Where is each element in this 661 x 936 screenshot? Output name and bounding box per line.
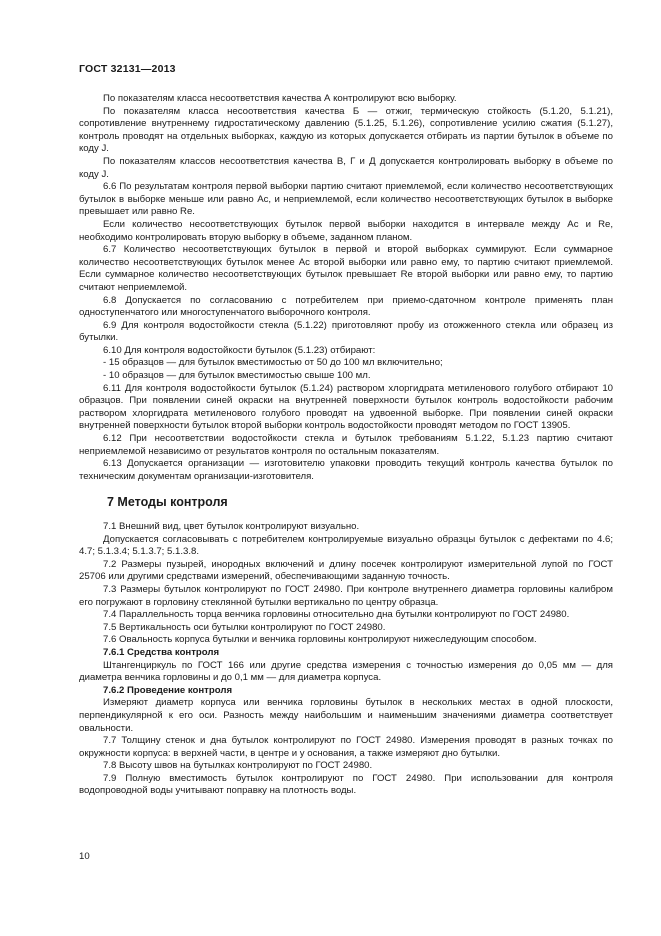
paragraph: 6.9 Для контроля водостойкости стекла (5.1.22) приготовляют пробу из отожженного стекла или образец из бутылки.: [79, 319, 613, 344]
paragraph: 7.4 Параллельность торца венчика горловины относительно дна бутылки контролируют по ГОСТ 24980.: [103, 609, 570, 621]
paragraph: Допускается согласовывать с потребителем контролируемые визуально образцы бутылок с дефектами по 4.6; 4.7; 5.1.3.4; 5.1.3.7; 5.1.3.8.: [79, 533, 613, 558]
paragraph: 7.6 Овальность корпуса бутылки и венчика горловины контролируют нижеследующим способом.: [103, 634, 537, 646]
page-number: 10: [79, 851, 90, 862]
document-header: ГОСТ 32131—2013: [79, 63, 176, 75]
paragraph: 7.8 Высоту швов на бутылках контролируют по ГОСТ 24980.: [103, 760, 373, 772]
paragraph: 7.9 Полную вместимость бутылок контролируют по ГОСТ 24980. При использовании для контроля водопроводной воды учитывают поправку на плотность воды.: [79, 772, 613, 797]
paragraph: 6.10 Для контроля водостойкости бутылок (5.1.23) отбирают:: [103, 344, 376, 356]
paragraph: По показателям класса несоответствия качества Б — отжиг, термическую стойкость (5.1.20, 5.1.21), сопротивление внутреннему гидростатическому давлению (5.1.25, 5.1.26), сопротивление усилию сжатия (5.1.27), контроль проводят на отдельных выборках, каждую из которых допускается отбирать из партии бутылок в объеме по коду J.: [79, 105, 613, 155]
subsection-title: 7.6.1 Средства контроля: [103, 646, 220, 658]
paragraph: 7.1 Внешний вид, цвет бутылок контролируют визуально.: [103, 521, 360, 532]
paragraph: Если количество несоответствующих бутылок первой выборки находится в интервале между Ас и Re, необходимо контролировать вторую выборку в объеме, заданном планом.: [79, 218, 613, 243]
paragraph: 6.8 Допускается по согласованию с потребителем при приемо-сдаточном контроле применять план одноступенчатого или многоступенчатого выборочного контроля.: [79, 294, 613, 319]
paragraph: 6.7 Количество несоответствующих бутылок в первой и второй выборках суммируют. Если суммарное количество несоответствующих бутылок менее Ас второй выборки или равно ему, то партию считают приемлемой. Если суммарное количество несоответствующих бутылок превышает Re второй выборки или равно ему, то партию считают неприемлемой.: [79, 244, 613, 293]
paragraph: По показателям классов несоответствия качества В, Г и Д допускается контролировать выборку в объеме по коду J.: [79, 155, 613, 180]
paragraph: 6.12 При несоответствии водостойкости стекла и бутылок требованиям 5.1.22, 5.1.23 партию считают неприемлемой независимо от результатов контроля по остальным показателям.: [79, 433, 613, 457]
list-item: - 10 образцов — для бутылок вместимостью свыше 100 мл.: [103, 370, 371, 382]
list-item: - 15 образцов — для бутылок вместимостью от 50 до 100 мл включительно;: [103, 357, 443, 369]
document-body: [79, 93, 613, 798]
section-title: 7 Методы контроля: [107, 495, 228, 510]
paragraph: 7.2 Размеры пузырей, инородных включений и длину посечек контролируют измерительной лупой по ГОСТ 25706 или другими средствами измерений, обеспечивающими заданную точность.: [79, 558, 613, 583]
paragraph: По показателям класса несоответствия качества А контролируют всю выборку.: [103, 93, 457, 104]
paragraph: 6.11 Для контроля водостойкости бутылок (5.1.24) раствором хлоргидрата метиленового голубого отбирают 10 образцов. При появлении синей окраски на внутренней поверхности бутылок контроль водостойкости рабочим раствором хлоргидрата метиленового голубого проводят на удвоенной выборке. При появлении синей окраски внутренней поверхности бутылок второй выборки контроль водостойкости проводят методом по ГОСТ 13905.: [79, 382, 613, 432]
subsection-title: 7.6.2 Проведение контроля: [103, 684, 233, 696]
paragraph: Измеряют диаметр корпуса или венчика горловины бутылок в нескольких местах в одной плоскости, перпендикулярной к его оси. Разность между наибольшим и наименьшим значениями диаметра соответствует овальности.: [79, 697, 613, 734]
paragraph: 6.6 По результатам контроля первой выборки партию считают приемлемой, если количество несоответствующих бутылок в выборке меньше или равно Ас, и неприемлемой, если количество несоответствующих бутылок в выборке превышает или равно Re.: [79, 181, 613, 218]
paragraph: 7.7 Толщину стенок и дна бутылок контролируют по ГОСТ 24980. Измерения проводят в разных точках по окружности корпуса: в верхней части, в центре и у основания, а также измеряют дно бутылки.: [79, 735, 613, 759]
paragraph: 7.5 Вертикальность оси бутылки контролируют по ГОСТ 24980.: [103, 621, 386, 633]
paragraph: Штангенциркуль по ГОСТ 166 или другие средства измерения с точностью измерения до 0,05 мм — для диаметра венчика горловины и до 0,1 мм — для диаметра корпуса.: [79, 659, 613, 684]
paragraph: 6.13 Допускается организации — изготовителю упаковки проводить текущий контроль качества бутылок по техническим документам организации-изготовителя.: [79, 458, 613, 482]
paragraph: 7.3 Размеры бутылок контролируют по ГОСТ 24980. При контроле внутреннего диаметра горловины калибром его погружают в горловину стеклянной бутылки вертикально по центру образца.: [79, 583, 613, 608]
